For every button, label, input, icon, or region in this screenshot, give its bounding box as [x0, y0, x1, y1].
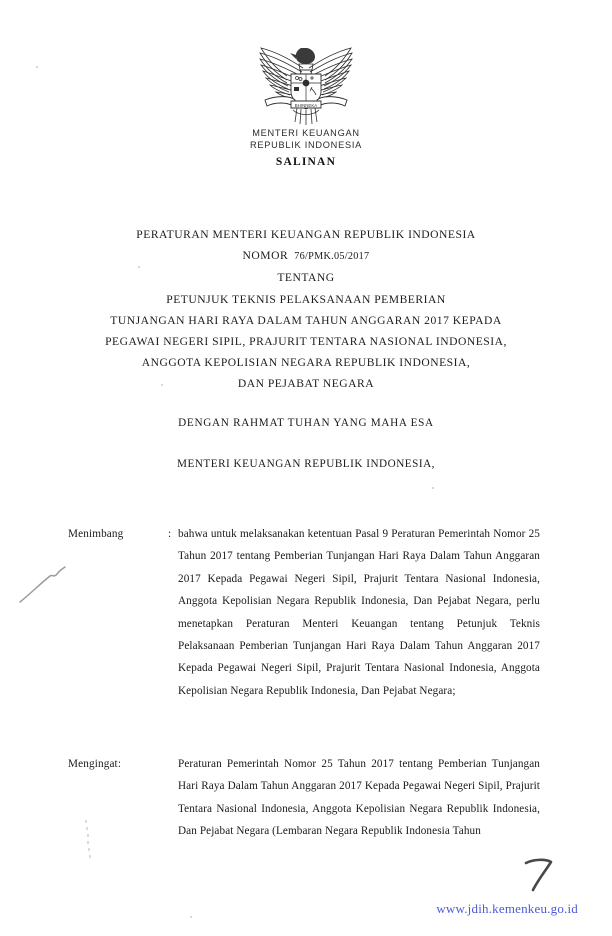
clause-menimbang-colon: : [168, 528, 172, 540]
subject-line-3: PEGAWAI NEGERI SIPIL, PRAJURIT TENTARA NASIONAL INDONESIA, [105, 335, 507, 349]
clause-mengingat-label: Mengingat: [68, 758, 122, 770]
nomor-label: NOMOR [242, 249, 289, 263]
regulation-title-block [36, 224, 576, 395]
ministry-caption [0, 128, 612, 151]
subject-line-2: TUNJANGAN HARI RAYA DALAM TAHUN ANGGARAN 2017 KEPADA [110, 313, 502, 327]
copy-marker: SALINAN [275, 156, 337, 168]
scan-artifact-margin-stroke [18, 562, 70, 606]
tentang-label: TENTANG [277, 271, 335, 285]
title-line-1: PERATURAN MENTERI KEUANGAN REPUBLIK INDONESIA [136, 228, 476, 241]
regulation-number-line [36, 245, 576, 267]
subject-line-4: ANGGOTA KEPOLISIAN NEGARA REPUBLIK INDONESIA, [141, 356, 471, 370]
svg-text:BHINNEKA: BHINNEKA [294, 103, 318, 108]
subject-line-1: PETUNJUK TEKNIS PELAKSANAAN PEMBERIAN [166, 292, 446, 306]
nomor-value: 76/PMK.05/2017 [294, 251, 370, 263]
blessing-line: DENGAN RAHMAT TUHAN YANG MAHA ESA [178, 417, 434, 429]
clause-menimbang [68, 523, 540, 702]
scan-artifact-dot [432, 487, 434, 489]
clause-menimbang-body: bahwa untuk melaksanakan ketentuan Pasal 9 Peraturan Pemerintah Nomor 25 Tahun 2017 tentang Pemberian Tunjangan Hari Raya Dalam Tahun Anggaran 2017 Kepada Pegawai Negeri Sipil, Prajurit Tentara Nasional Indonesia, Anggota Kepolisian Negara Republik Indonesia, Dan Pejabat Negara, perlu menetapkan Peraturan Menteri Keuangan tentang Petunjuk Teknis Pelaksanaan Pemberian Tunjangan Hari Raya Dalam Tahun Anggaran 2017 Kepada Pegawai Negeri Sipil, Prajurit Tentara Nasional Indonesia, Anggota Kepolisian Negara Republik Indonesia, Dan Pejabat Negara; [178, 528, 540, 697]
issuing-authority-line: MENTERI KEUANGAN REPUBLIK INDONESIA, [177, 458, 435, 470]
footer-url[interactable]: www.jdih.kemenkeu.go.id [436, 901, 578, 916]
clause-mengingat-body: Peraturan Pemerintah Nomor 25 Tahun 2017 tentang Pemberian Tunjangan Hari Raya Dalam Tahun Anggaran 2017 Kepada Pegawai Negeri Sipil, Prajurit Tentara Nasional Indonesia, Anggota Kepolisian Negara Republik Indonesia, Dan Pejabat Negara (Lembaran Negara Republik Indonesia Tahun [178, 758, 540, 838]
ministry-line-2: REPUBLIK INDONESIA [249, 139, 363, 150]
scan-artifact-handwritten-mark [522, 856, 556, 894]
ministry-line-1: MENTERI KEUANGAN [252, 128, 360, 138]
emblem-container [0, 38, 612, 135]
clause-menimbang-label: Menimbang [68, 528, 124, 540]
clause-mengingat [68, 753, 540, 843]
garuda-pancasila-emblem [247, 38, 365, 130]
subject-line-5: DAN PEJABAT NEGARA [237, 377, 375, 391]
